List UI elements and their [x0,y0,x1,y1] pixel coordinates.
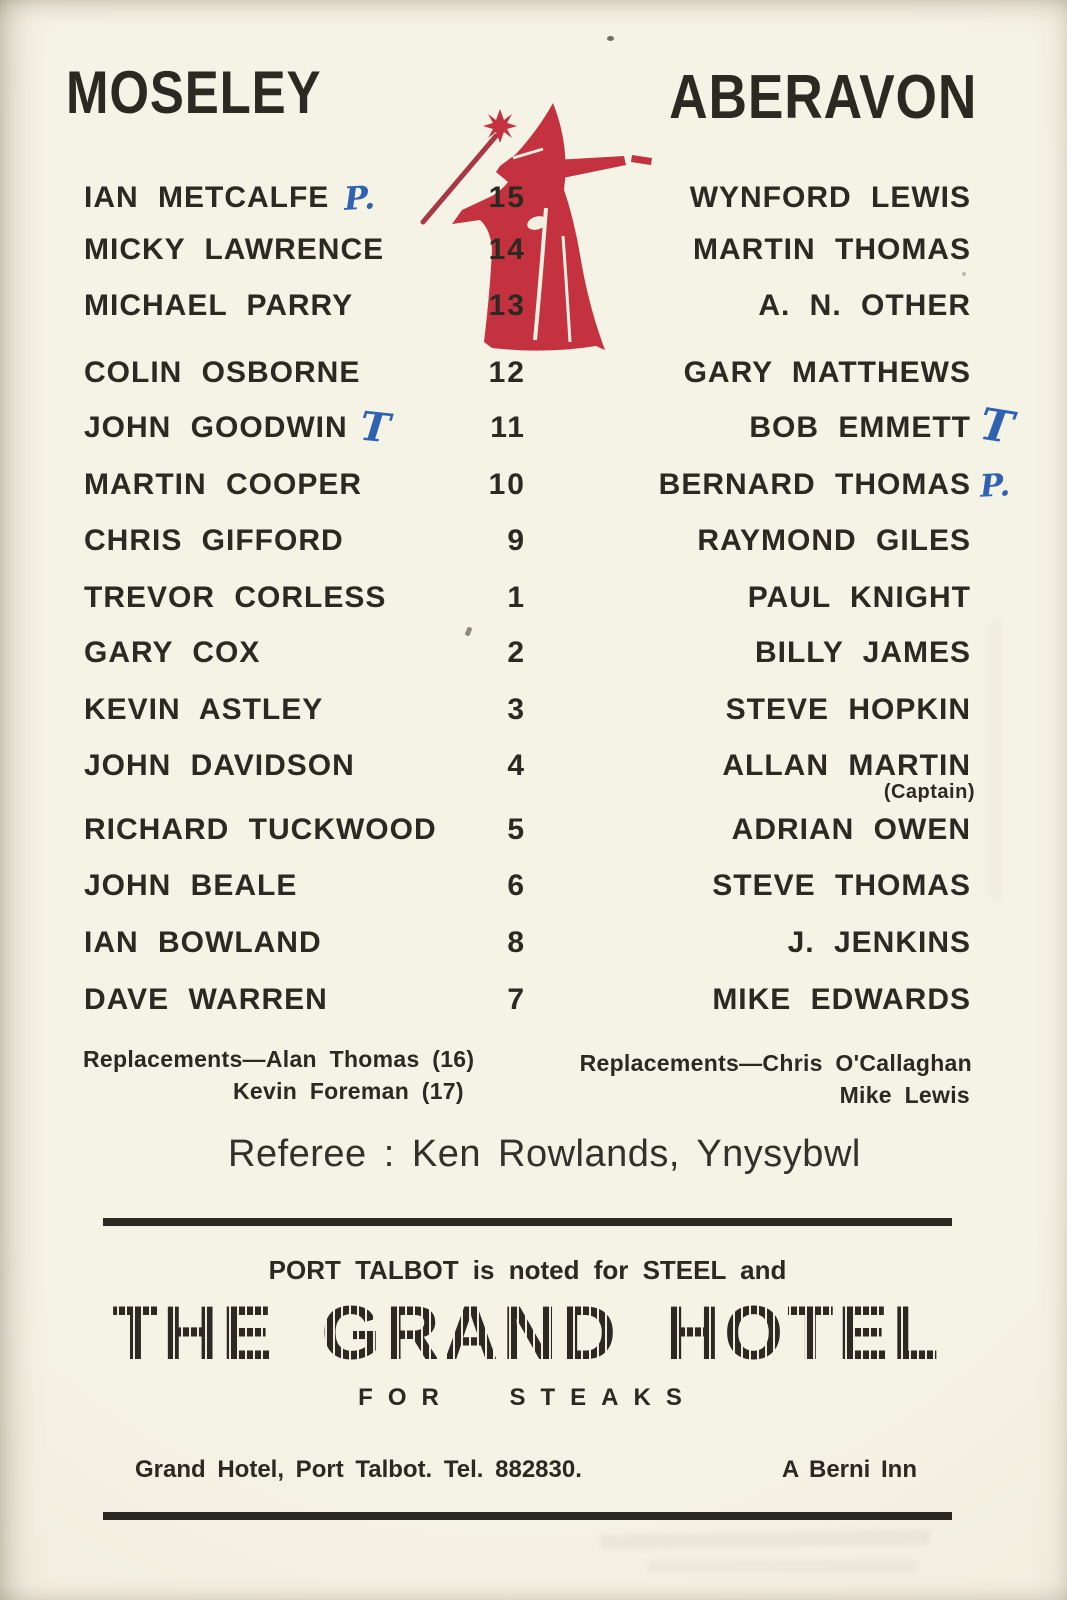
shirt-number: 5 [507,813,526,846]
home-player-name: DAVE WARREN [84,983,328,1016]
shirt-number: 13 [488,289,526,322]
shirt-number: 4 [507,749,526,782]
home-replacements-line1: Replacements—Alan Thomas (16) [83,1046,475,1072]
advert-hotel-title: THE GRAND HOTEL [103,1294,952,1374]
shirt-number: 11 [490,411,526,444]
home-player-name: KEVIN ASTLEY [84,693,324,726]
away-player-name: ALLAN MARTIN [722,749,971,782]
roster-row-5 [0,813,1067,859]
roster-row-6 [0,869,1067,915]
away-player-name: ADRIAN OWEN [731,813,971,846]
advert-tagline: PORT TALBOT is noted for STEEL and [268,1255,787,1285]
shirt-number: 2 [507,636,526,669]
roster-row-12 [0,356,1067,402]
home-player-name: CHRIS GIFFORD [84,524,344,557]
away-player-name: STEVE THOMAS [712,869,971,902]
shirt-number: 1 [507,581,526,614]
roster-row-15 [0,178,1067,227]
away-replacements-line2: Mike Lewis [839,1082,970,1108]
away-player-name: STEVE HOPKIN [725,693,971,726]
away-player-name: BERNARD THOMAS [658,468,971,501]
shirt-number: 10 [488,468,526,501]
away-player-name: J. JENKINS [787,926,971,959]
ink-speck [607,36,614,41]
advert-top-rule [103,1218,952,1226]
home-player-name: MARTIN COOPER [84,468,362,501]
away-player-name: A. N. OTHER [758,289,971,322]
roster-row-10 [0,468,1067,514]
shirt-number: 7 [507,983,526,1016]
shirt-number: 15 [488,181,526,214]
home-player-name: JOHN GOODWIN T [84,402,393,453]
away-player-name: MIKE EDWARDS [712,983,971,1016]
roster-row-1 [0,581,1067,627]
shirt-number: 12 [488,356,526,389]
roster-row-7 [0,983,1067,1029]
home-player-name: JOHN BEALE [84,869,298,902]
advert-brand: A Berni Inn [781,1456,917,1483]
print-bleed-ghost [648,1560,918,1573]
home-replacements-line2: Kevin Foreman (17) [233,1078,464,1104]
roster-row-2 [0,636,1067,682]
advert-subtitle: FOR STEAKS [358,1384,697,1411]
advert-address: Grand Hotel, Port Talbot. Tel. 882830. [135,1456,582,1483]
roster-row-14 [0,233,1067,279]
home-player-name: IAN BOWLAND [84,926,322,959]
away-player-name: WYNFORD LEWIS [689,181,971,214]
referee-line: Referee : Ken Rowlands, Ynysybwl [228,1133,861,1175]
home-player-name: IAN METCALFE P. [84,178,378,218]
shirt-number: 3 [507,693,526,726]
away-player-name: MARTIN THOMAS [693,233,971,266]
away-player-name: GARY MATTHEWS [683,356,971,389]
pen-mark-home: P. [343,178,378,218]
roster-row-8 [0,926,1067,972]
shirt-number: 14 [488,233,526,266]
away-player-name: BOB EMMETT [749,411,971,444]
roster-row-13 [0,289,1067,335]
pen-mark-away: P. [979,467,1012,505]
home-player-name: TREVOR CORLESS [84,581,387,614]
away-player-name: BILLY JAMES [754,636,971,669]
home-player-name: COLIN OSBORNE [84,356,361,389]
home-player-name: GARY COX [84,636,261,669]
captain-note: (Captain) [883,781,975,803]
away-team-title: ABERAVON [668,63,977,132]
pen-mark-home: T [357,402,393,453]
shirt-number: 6 [507,869,526,902]
home-player-name: MICKY LAWRENCE [84,233,385,266]
home-team-title: MOSELEY [66,59,322,126]
roster-row-3 [0,693,1067,739]
away-player-name: RAYMOND GILES [697,524,971,557]
home-player-name: MICHAEL PARRY [84,289,354,322]
roster-row-9 [0,524,1067,570]
away-replacements-line1: Replacements—Chris O'Callaghan [579,1050,972,1076]
home-player-name: RICHARD TUCKWOOD [84,813,437,846]
home-player-name: JOHN DAVIDSON [84,749,355,782]
shirt-number: 8 [507,926,526,959]
roster-row-11 [0,398,1067,457]
shirt-number: 9 [507,524,526,557]
advert-bottom-rule [103,1512,952,1520]
print-bleed-ghost [600,1529,930,1550]
away-player-name: PAUL KNIGHT [747,581,971,614]
pen-mark-away: T [976,398,1018,455]
roster-row-4 [0,749,1067,803]
